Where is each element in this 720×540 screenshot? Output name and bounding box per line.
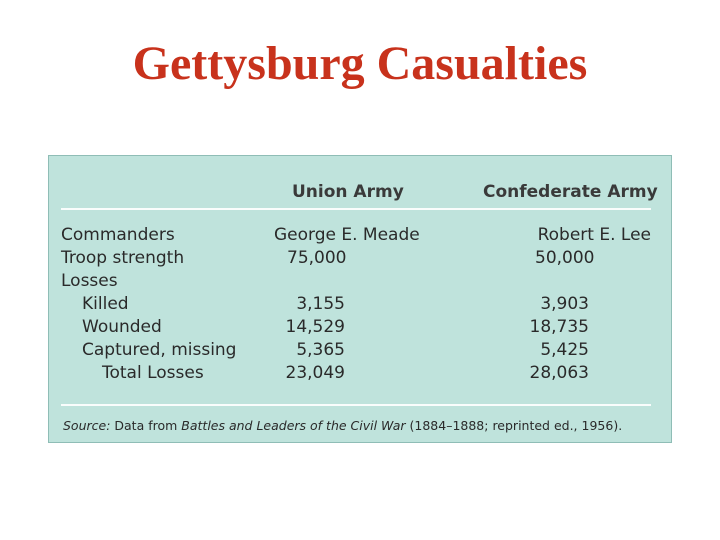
row-label-wounded: Wounded	[82, 317, 162, 337]
cell-union-killed: 3,155	[296, 294, 345, 314]
cell-union-captured-missing: 5,365	[296, 340, 345, 360]
cell-confederate-troop-strength: 50,000	[535, 248, 595, 268]
row-label-captured-missing: Captured, missing	[82, 340, 237, 360]
casualties-table	[48, 155, 672, 443]
cell-confederate-captured-missing: 5,425	[540, 340, 589, 360]
row-label-killed: Killed	[82, 294, 129, 314]
source-text-after: (1884–1888; reprinted ed., 1956).	[405, 418, 623, 433]
cell-confederate-killed: 3,903	[540, 294, 589, 314]
row-label-commanders: Commanders	[61, 225, 175, 245]
row-label-losses: Losses	[61, 271, 118, 291]
row-label-troop-strength: Troop strength	[61, 248, 185, 268]
cell-union-total-losses: 23,049	[285, 363, 345, 383]
header-rule	[61, 208, 651, 210]
row-label-total-losses: Total Losses	[102, 363, 204, 383]
header-union-army: Union Army	[292, 182, 404, 202]
slide-title: Gettysburg Casualties	[132, 37, 588, 90]
cell-union-commander: George E. Meade	[274, 225, 420, 245]
cell-union-troop-strength: 75,000	[287, 248, 347, 268]
source-work-title: Battles and Leaders of the Civil War	[181, 418, 406, 433]
cell-confederate-total-losses: 28,063	[529, 363, 589, 383]
cell-confederate-commander: Robert E. Lee	[537, 225, 651, 245]
header-confederate-army: Confederate Army	[483, 182, 658, 202]
cell-union-wounded: 14,529	[285, 317, 345, 337]
source-note	[63, 418, 622, 433]
cell-confederate-wounded: 18,735	[529, 317, 589, 337]
footer-rule	[61, 404, 651, 406]
source-prefix: Source:	[63, 418, 111, 433]
source-text-before: Data from	[110, 418, 182, 433]
